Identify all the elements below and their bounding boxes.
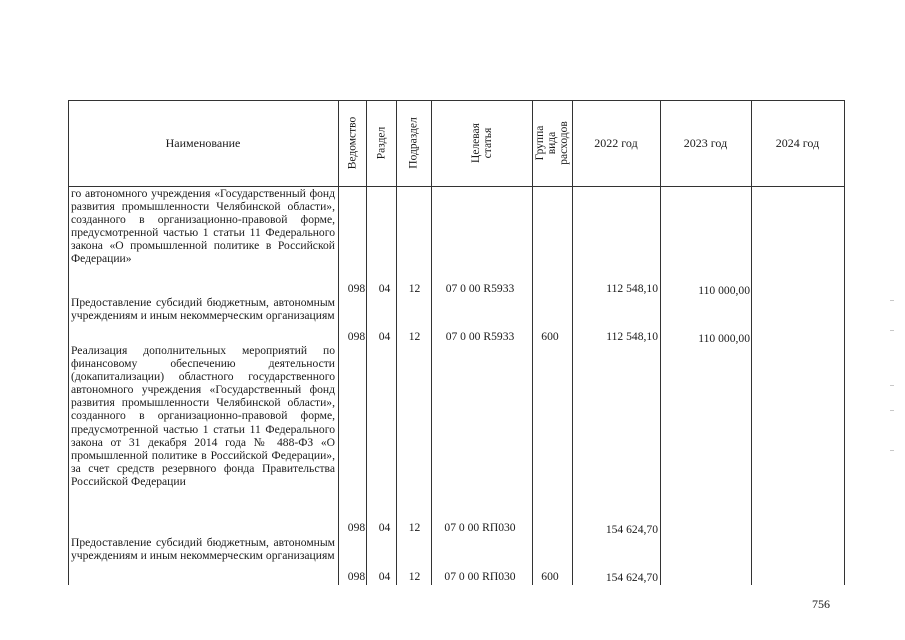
header-vedomstvo: Ведомство <box>346 116 359 170</box>
row-2-celevaya: 07 0 00 R5933 <box>445 330 515 343</box>
row-1-2023: 110 000,00 <box>698 284 750 297</box>
row-3-celevaya: 07 0 00 RП030 <box>444 521 516 534</box>
row-3-2022: 154 624,70 <box>605 523 658 536</box>
header-2023: 2023 год <box>683 135 728 150</box>
row-4-podrazdel: 12 <box>408 570 421 583</box>
row-1-celevaya: 07 0 00 R5933 <box>445 282 515 295</box>
row-1-name: го автономного учреждения «Государственный фонд развития промышленности Челябинской области», созданного в организационно-правовой форме, предусмотренной частью 1 статьи 11 Федерального закона «О промышленной политике в Российской Федерации» <box>71 187 335 266</box>
budget-table <box>68 100 845 585</box>
scan-artifact <box>890 410 894 411</box>
row-3-podrazdel: 12 <box>408 521 421 534</box>
row-2-name: Предоставление субсидий бюджетным, автономным учреждениям и иным некоммерческим организациям <box>71 296 335 323</box>
header-celevaya: Целевая статья <box>469 123 494 163</box>
row-2-gruppa: 600 <box>541 330 559 343</box>
grid-line <box>844 100 845 585</box>
row-1-podrazdel: 12 <box>408 282 421 295</box>
row-1-razdel: 04 <box>378 282 391 295</box>
row-3-razdel: 04 <box>378 521 391 534</box>
row-4-name: Предоставление субсидий бюджетным, автономным учреждениям и иным некоммерческим организациям <box>71 536 335 563</box>
row-2-2023: 110 000,00 <box>698 332 750 345</box>
row-1-vedomstvo: 098 <box>347 282 366 295</box>
row-2-podrazdel: 12 <box>408 330 421 343</box>
row-2-vedomstvo: 098 <box>347 330 366 343</box>
row-1-2022: 112 548,10 <box>606 282 658 295</box>
header-razdel: Раздел <box>375 126 387 160</box>
row-2-razdel: 04 <box>378 330 391 343</box>
row-4-razdel: 04 <box>378 570 391 583</box>
row-4-vedomstvo: 098 <box>347 570 366 583</box>
page-number: 756 <box>812 597 830 611</box>
scan-artifact <box>890 450 894 451</box>
row-4-gruppa: 600 <box>541 570 559 583</box>
row-4-2022: 154 624,70 <box>605 571 658 584</box>
row-4-celevaya: 07 0 00 RП030 <box>444 570 516 583</box>
header-2022: 2022 год <box>594 135 638 150</box>
scan-artifact <box>890 300 894 301</box>
header-2024: 2024 год <box>775 135 820 150</box>
row-2-2022: 112 548,10 <box>606 330 658 343</box>
scan-artifact <box>890 330 894 331</box>
header-gruppa: Группа вида расходов <box>534 121 570 165</box>
row-3-name: Реализация дополнительных мероприятий по финансовому обеспечению деятельности (докапитализации) областного государственного автономного учреждения «Государственный фонд развития промышленности Челябинской области», созданного в организационно-правовой форме, предусмотренной частью 1 статьи 11 Федерального закона от 31 декабря 2014 года № 488-ФЗ «О промышленной политике в Российской Федерации», за счет средств резервного фонда Правительства Российской Федерации <box>71 344 335 488</box>
scan-artifact <box>890 385 894 386</box>
row-3-vedomstvo: 098 <box>347 521 366 534</box>
header-name: Наименование <box>165 135 241 150</box>
header-podrazdel: Подраздел <box>407 117 420 169</box>
